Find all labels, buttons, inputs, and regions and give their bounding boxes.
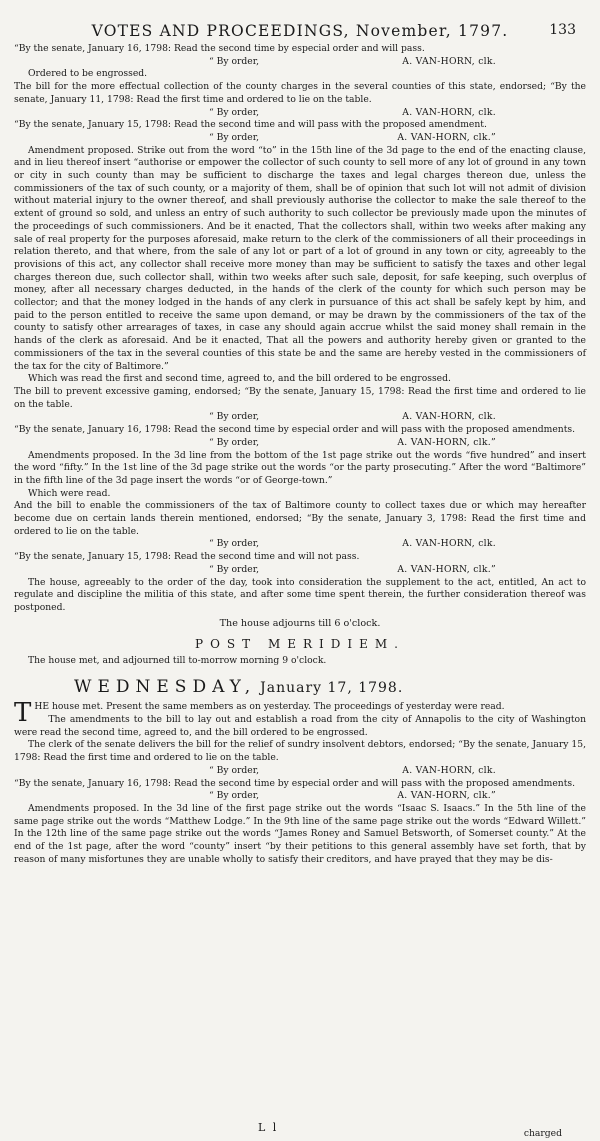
by-order-text: “ By order, — [209, 436, 260, 448]
running-head — [14, 22, 586, 40]
paragraph: Amendments proposed. In the 3d line from the bottom of the 1st page strike out the words “five hundred” and insert the word “fifty.” In the 1st line of the 3d page strike out the words “or the party prosecuting.” After the word “Baltimore” in the fifth line of the 3d page insert the words “or of George-town.” — [14, 449, 586, 486]
section-heading: POST MERIDIEM. — [195, 636, 405, 651]
paragraph: “By the senate, January 15, 1798: Read the second time and will pass with the proposed amendment. — [14, 119, 487, 131]
paragraph: Amendment proposed. Strike out from the word “to” in the 15th line of the 3d page to the end of the enacting clause, and in lieu thereof insert “authorise or empower the collector of such county to sell more of any lot of ground in any town or city in such county than may be sufficient to discharge the taxes and legal charges thereon due, unless the commissioners of the tax of such county, or a majority of them, shall be of opinion that such lot will not admit of division without material injury to the owner thereof, and shall previously authorise the collector to make the sale thereof to the extent of ground so sold, and unless an entry of such authority to such collector be previously made upon the minutes of the proceedings of such commissioners. And be it enacted, That the collectors shall, within two weeks after making any sale of real property for the purposes aforesaid, make return to the clerk of the commissioners of all their proceedings in relation thereto, and that where, from the sale of any lot or part of a lot of ground in any town or city, agreeably to the provisions of this act, any collector shall receive more money than may be sufficient to satisfy the taxes and other legal charges thereon due, such collector shall, within two weeks after such sale, deposit, for safe keeping, such overplus of money, after all necessary charges deducted, in the hands of the clerk of the county for which such person may be collector; and that the money lodged in the hands of any clerk in pursuance of this act shall be safely kept by him, and paid to the person entitled to receive the same upon demand, or may be drawn by the commissioners of the tax of the county to satisfy other arrearages of taxes, in case any should again accrue whilst the said money shall remain in the hands of the clerk as aforesaid. And be it enacted, That all the powers and authority hereby given or granted to the commissioners of the tax in the several counties of this state be and the same are hereby vested in the commissioners of the tax for the city of Baltimore.” — [14, 144, 586, 372]
page-title: VOTES AND PROCEEDINGS, November, 1797. — [91, 22, 509, 40]
by-order-text: “ By order, — [209, 411, 260, 423]
signature-line — [14, 765, 586, 778]
paragraph: “By the senate, January 16, 1798: Read the second time by especial order and will pass with the proposed amendments. — [14, 777, 576, 789]
clerk-name: A. VAN-HORN, clk.” — [397, 790, 496, 802]
by-order-text: “ By order, — [209, 106, 260, 118]
signature-line — [14, 790, 586, 803]
paragraph: Which was read the first and second time, agreed to, and the bill ordered to be engrossed. — [28, 373, 451, 385]
paragraph: Ordered to be engrossed. — [28, 68, 148, 80]
adjournment-note: The house adjourns till 6 o'clock. — [219, 617, 381, 629]
day-heading — [74, 677, 586, 697]
clerk-name: A. VAN-HORN, clk.” — [397, 131, 496, 143]
signature-line — [14, 132, 586, 145]
paragraph: The bill to prevent excessive gaming, endorsed; “By the senate, January 15, 1798: Read the first time and ordered to lie on the table. — [14, 385, 586, 410]
paragraph: The house met, and adjourned till to-morrow morning 9 o'clock. — [28, 654, 327, 666]
by-order-text: “ By order, — [209, 764, 260, 776]
signature-line — [14, 56, 586, 69]
paragraph: And the bill to enable the commissioners of the tax of Baltimore county to collect taxes due or which may hereafter become due on certain lands therein mentioned, endorsed; “By the senate, January 3, 1798: Read the first time and ordered to lie on the table. — [14, 500, 586, 537]
by-order-text: “ By order, — [209, 55, 260, 67]
signature-mark: L l — [258, 1121, 279, 1134]
clerk-name: A. VAN-HORN, clk.” — [397, 563, 496, 575]
paragraph: Amendments proposed. In the 3d line of the first page strike out the words “Isaac S. Isaacs.” In the 5th line of the same page strike out the words “Matthew Lodge.” In the 9th line of the same page strike out the words “Edward Willett.” In the 12th line of the same page strike out the words “James Roney and Samuel Betsworth, of Somerset county.” At the end of the 1st page, after the word “county” insert “by their petitions to this general assembly have set forth, that by reason of many misfortunes they are unable wholly to satisfy their creditors, and have prayed that they may be dis- — [14, 802, 586, 865]
signature-line — [14, 437, 586, 450]
paragraph: The house, agreeably to the order of the day, took into consideration the supplement to the act, entitled, An act to regulate and discipline the militia of this state, and after some time spent therein, the further consideration thereof was postponed. — [14, 576, 586, 613]
by-order-text: “ By order, — [209, 131, 260, 143]
paragraph: The clerk of the senate delivers the bill for the relief of sundry insolvent debtors, endorsed; “By the senate, January 15, 1798: Read the first time and ordered to lie on the table. — [14, 739, 586, 764]
by-order-text: “ By order, — [209, 538, 260, 550]
clerk-name: A. VAN-HORN, clk. — [402, 411, 496, 423]
clerk-name: A. VAN-HORN, clk. — [402, 106, 496, 118]
catchword: charged — [523, 1128, 562, 1139]
clerk-name: A. VAN-HORN, clk.” — [397, 436, 496, 448]
paragraph: “By the senate, January 16, 1798: Read the second time by especial order and will pass with the proposed amendments. — [14, 424, 576, 436]
paragraph: “By the senate, January 16, 1798: Read the second time by especial order and will pass. — [14, 43, 425, 54]
clerk-name: A. VAN-HORN, clk. — [402, 55, 496, 67]
body-text — [14, 43, 586, 866]
signature-line — [14, 564, 586, 577]
paragraph: “By the senate, January 15, 1798: Read the second time and will not pass. — [14, 551, 360, 563]
by-order-text: “ By order, — [209, 790, 260, 802]
paragraph: Which were read. — [28, 487, 111, 499]
by-order-text: “ By order, — [209, 563, 260, 575]
signature-line — [14, 538, 586, 551]
paragraph: The bill for the more effectual collection of the county charges in the several counties of this state, endorsed; “By the senate, January 11, 1798: Read the first time and ordered to lie on the table. — [14, 81, 586, 105]
paragraph: The amendments to the bill to lay out and establish a road from the city of Annapolis to the city of Washington were read the second time, agreed to, and the bill ordered to be engrossed. — [14, 714, 586, 738]
signature-line — [14, 411, 586, 424]
signature-line — [14, 107, 586, 120]
day-name: WEDNESDAY, — [74, 677, 257, 698]
day-date: January 17, 1798. — [260, 680, 404, 697]
paragraph-text: HE house met. Present the same members as on yesterday. The proceedings of yesterday were read. — [34, 701, 505, 713]
page-number: 133 — [549, 22, 576, 38]
clerk-name: A. VAN-HORN, clk. — [402, 764, 496, 776]
clerk-name: A. VAN-HORN, clk. — [402, 538, 496, 550]
drop-cap: T — [14, 698, 32, 729]
